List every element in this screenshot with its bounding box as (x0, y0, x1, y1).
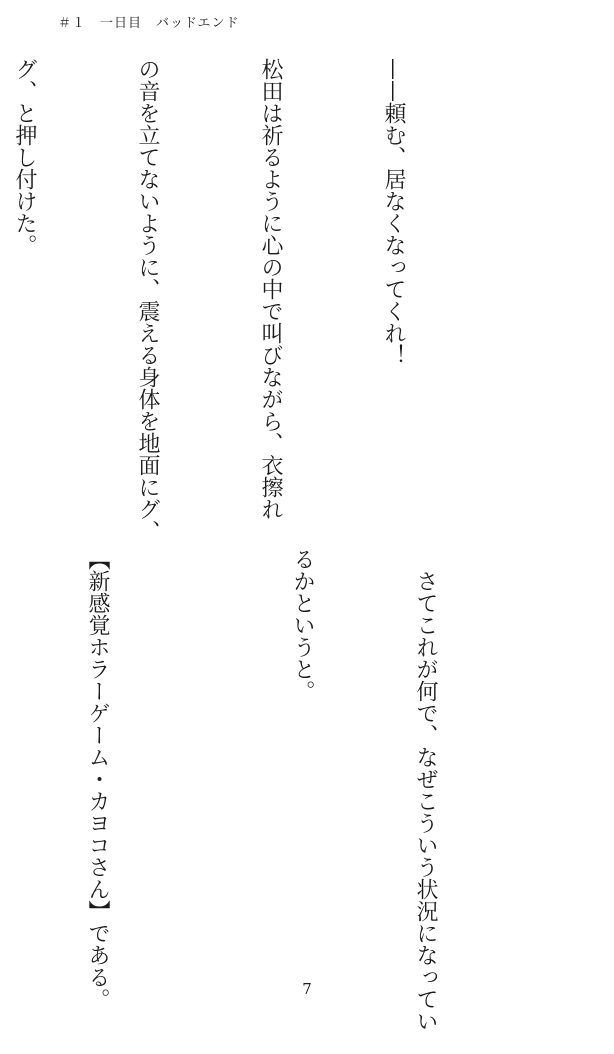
text-line: ——頼む、居なくなってくれ！ (381, 58, 406, 366)
running-header: ＃１ 一日目 バッドエンド (58, 16, 240, 31)
page-number: 7 (302, 980, 312, 998)
text-line: 【新感覚ホラーゲーム・カヨコさん】である。 (85, 548, 110, 1010)
text-line: グ、と押し付けた。 (12, 58, 37, 256)
text-block-bottom (0, 548, 528, 1032)
text-line: 松田は祈るように心の中で叫びながら、衣擦れ (258, 58, 283, 520)
text-block-top (0, 58, 496, 542)
text-line: るかというと。 (290, 548, 315, 702)
text-line: さてこれが何で、なぜこういう状況になってい (413, 548, 438, 1032)
text-line: の音を立てないように、震える身体を地面にグ、 (135, 58, 160, 542)
